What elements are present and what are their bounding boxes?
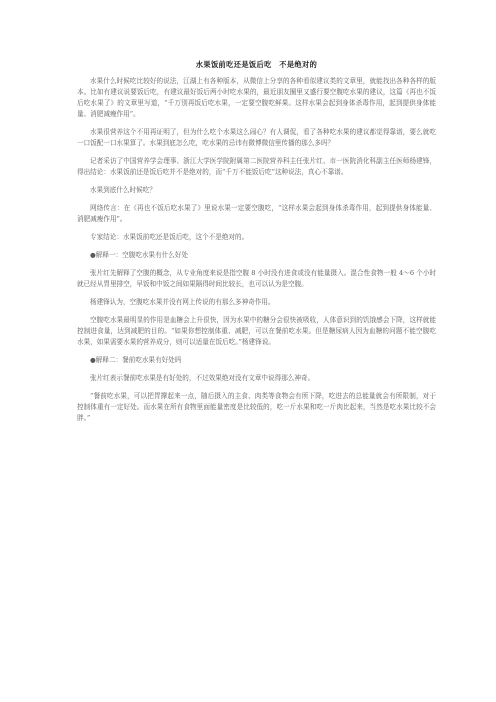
paragraph-question: 水果很营养这个不用再证明了，但为什么吃个水果这么闹心？有人调侃，看了各种吃水果的建议都觉得靠谱，要么就吃一口饭配一口水果算了。水果到底怎么吃，吃水果的忌讳有微博微信里传播的那么多吗？ (77, 128, 436, 147)
paragraph-interview: 记者采访了中国营养学会理事、浙江大学医学院附属第二医院营养科主任张片红、市一医院消化科副主任医师杨建锋，得出结论：水果饭前还是饭后吃并不是绝对的，而“千万不能饭后吃”这种说法，真心不靠谱。 (77, 157, 436, 176)
paragraph-quote: “餐前吃水果，可以把胃撑起来一点，随后摄入的主食、肉类等食物会有所下降，吃进去的总能量就会有所限制，对于控制体重有一定好处。而水果在所有食物里面能量密度是比较低的，吃一斤水果和吃一斤肉比起来，当然是吃水果比较不会胖。” (77, 392, 436, 422)
paragraph-rumor: 网络传言：在《再也不饭后吃水果了》里说水果一定要空腹吃，“这样水果会起到身体杀毒作用，起到提供身体能量、消肥减瘦作用”。 (77, 204, 436, 223)
paragraph-intro: 水果什么时候吃比较好的说法，江湖上有各种版本，从微信上分享的各种看似建议类的文章里，就能找出各种各样的版本。比如有建议说要饭后吃，有建议最好饭后两小时吃水果的，最近朋友圈里又盛行要空腹吃水果的建议，这篇《再也不饭后吃水果了》的文章里写道，“千万别再饭后吃水果，一定要空腹吃鲜果。这样水果会起到身体杀毒作用，起到提供身体能量、消肥减瘦作用”。 (77, 77, 436, 118)
paragraph-empty-stomach-definition: 张片红先解释了空腹的概念，从专业角度来说是指空腹 8 小时没有进食或没有能量摄入。混合性食物一般 4～6 个小时就已经从胃里排空，早饭和中饭之间如果隔得时间比较长，也可以认为是空腹。 (77, 269, 436, 288)
paragraph-before-meal: 张片红表示餐前吃水果是有好处的，不过效果绝对没有文章中说得那么神奇。 (90, 374, 315, 382)
section-heading-2: ●解释二：餐前吃水果有好处吗 (90, 356, 182, 364)
paragraph-yang-opinion: 杨建锋认为，空腹吃水果并没有网上传说的有那么多神奇作用。 (90, 298, 275, 306)
section-heading-1: ●解释一：空腹吃水果有什么好处 (90, 251, 189, 259)
paragraph-when-to-eat: 水果到底什么时候吃？ (90, 186, 156, 194)
paragraph-expert-conclusion: 专家结论：水果饭前吃还是饭后吃，这个不是绝对的。 (90, 233, 249, 241)
paragraph-blood-sugar: 空腹吃水果最明显的作用是血糖会上升很快，因为水果中的糖分会很快被吸收，人体意识到的饥饿感会下降，这样就能控制进食量，达到减肥的目的。“如果你想控制体重、减肥，可以在餐前吃水果。但是糖尿病人因为血糖的问题不能空腹吃水果，如果需要水果的营养成分，则可以适量在饭后吃。”杨建锋说。 (77, 316, 436, 346)
page-title: 水果饭前吃还是饭后吃 不是绝对的 (195, 60, 318, 69)
